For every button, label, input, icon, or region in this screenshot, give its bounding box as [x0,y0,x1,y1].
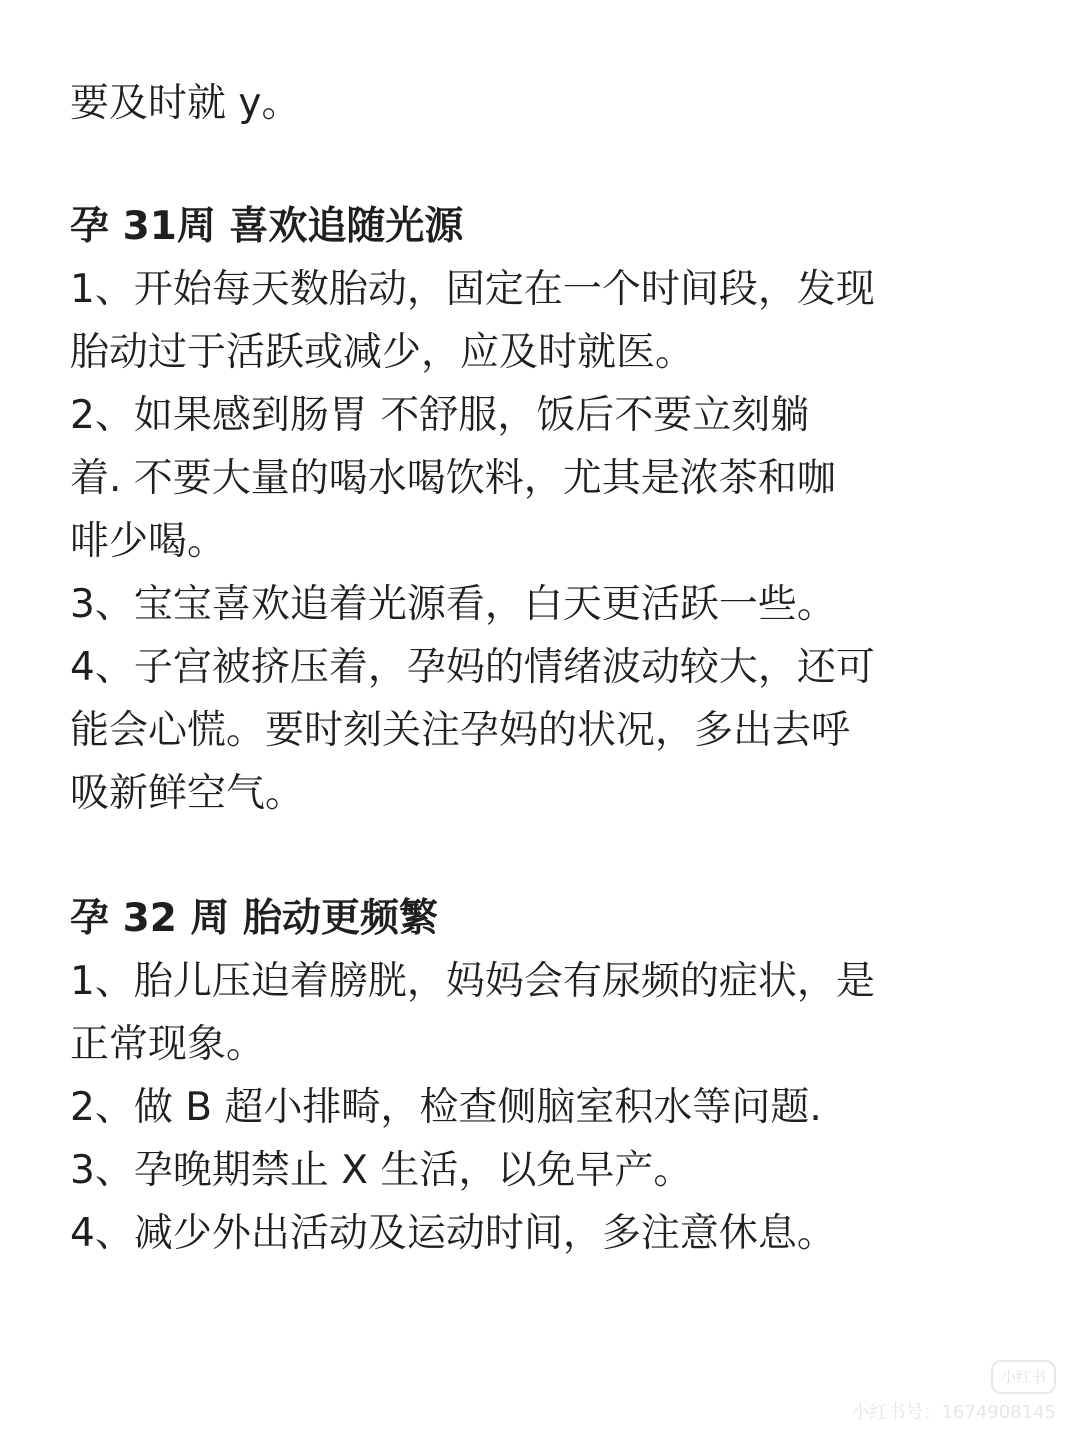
week-31-line: 胎动过于活跃或减少，应及时就医。 [70,330,695,375]
week-31-heading: 孕 31周 喜欢追随光源 [70,204,464,249]
spacer [70,825,1010,887]
week-32-heading: 孕 32 周 胎动更频繁 [70,896,439,941]
week-31-line: 能会心慌。要时刻关注孕妈的状况，多出去呼 [70,708,851,753]
week-32-line: 正常现象。 [70,1022,266,1067]
week-31-line: 1、开始每天数胎动，固定在一个时间段，发现 [70,267,875,312]
week-32-line: 1、胎儿压迫着膀胱，妈妈会有尿频的症状，是 [70,959,875,1004]
week-31-line: 着. 不要大量的喝水喝饮料，尤其是浓茶和咖 [70,456,836,501]
week-31-line: 啡少喝。 [70,519,227,564]
spacer [70,135,1010,195]
week-32-line: 3、孕晚期禁止 X 生活，以免早产。 [70,1148,693,1193]
watermark [851,1360,1056,1426]
week-31-line: 3、宝宝喜欢追着光源看，白天更活跃一些。 [70,582,836,627]
watermark-logo: 小红书 [991,1360,1056,1394]
week-32-line: 4、减少外出活动及运动时间，多注意休息。 [70,1211,836,1256]
week-31-line: 2、如果感到肠胃 不舒服，饭后不要立刻躺 [70,393,810,438]
watermark-id: 小红书号：1674908145 [851,1402,1056,1423]
intro-line: 要及时就 y。 [70,81,301,126]
document-body [70,72,1010,1265]
week-31-line: 4、子宫被挤压着，孕妈的情绪波动较大，还可 [70,645,875,690]
week-31-line: 吸新鲜空气。 [70,771,305,816]
week-32-line: 2、做 B 超小排畸，检查侧脑室积水等问题. [70,1085,822,1130]
